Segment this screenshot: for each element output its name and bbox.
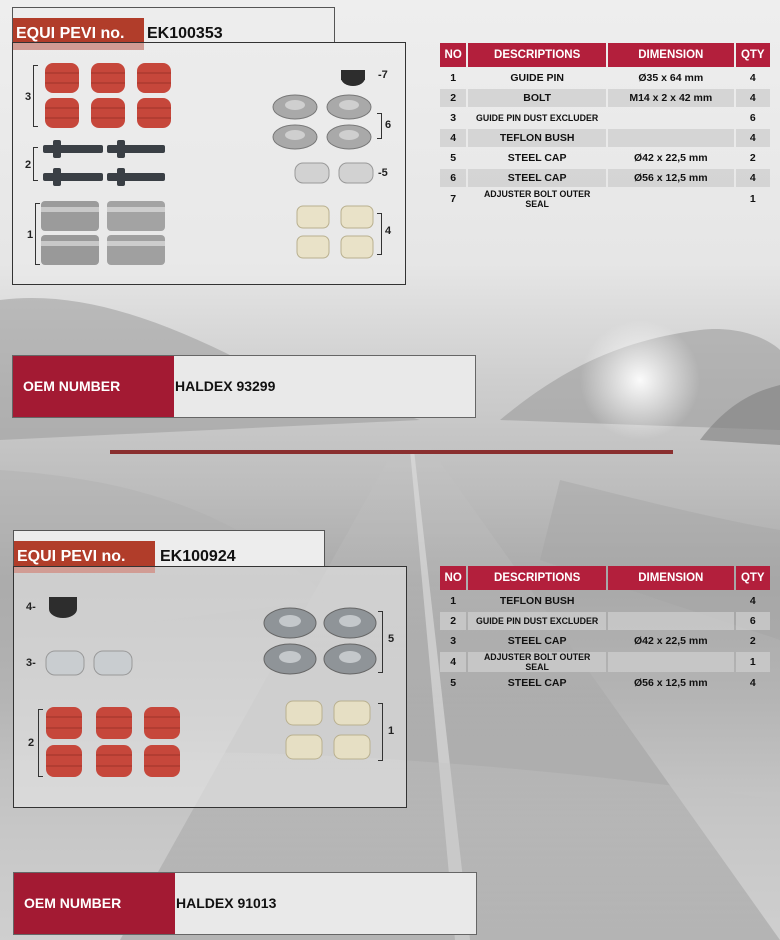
table-row: [440, 149, 770, 167]
cell-no: 2: [440, 612, 466, 630]
table-row: [440, 89, 770, 107]
cell-qty: 1: [736, 652, 770, 672]
cell-no: 6: [440, 169, 466, 187]
steel-cap-large-group: [264, 608, 376, 674]
cell-dimension: [608, 129, 734, 147]
cell-dimension: [608, 592, 734, 610]
cell-no: 4: [440, 129, 466, 147]
cell-description: STEEL CAP: [468, 169, 606, 187]
table-row: [440, 189, 770, 209]
cell-description: ADJUSTER BOLT OUTER SEAL: [468, 652, 606, 672]
col-no: NO: [440, 566, 466, 590]
table-row: [440, 169, 770, 187]
bolt-group: [43, 140, 165, 186]
kit2-label: EQUI PEVI no.: [14, 541, 155, 573]
table-row: [440, 129, 770, 147]
kit1-parts-image: [12, 42, 406, 285]
cell-dimension: Ø35 x 64 mm: [638, 72, 704, 84]
kit2-code: EK100924: [160, 548, 236, 565]
table-row: [440, 592, 770, 610]
table-row: [440, 632, 770, 650]
callout-2-bracket: [33, 147, 38, 181]
callout-1-bracket: [35, 203, 40, 265]
cell-no: 3: [450, 635, 457, 647]
callout-3: 3: [25, 91, 32, 103]
kit1-label: EQUI PEVI no.: [13, 18, 144, 50]
callout-4-bracket: [377, 213, 382, 255]
cell-description: TEFLON BUSH: [499, 595, 575, 607]
table-row: [440, 674, 770, 692]
kit2-oem-box: [13, 872, 477, 935]
col-descriptions: DESCRIPTIONS: [468, 566, 606, 590]
callout-1: 1: [27, 229, 34, 241]
cell-no: 1: [450, 72, 457, 84]
kit1-code: EK100353: [147, 25, 223, 42]
kit2-oem-value: HALDEX 91013: [176, 895, 277, 911]
col-qty: QTY: [736, 43, 770, 67]
cell-qty: 2: [749, 635, 756, 647]
cell-dimension: Ø56 x 12,5 mm: [608, 169, 734, 187]
kit2-oem-label: OEM NUMBER: [14, 873, 175, 934]
cell-qty: 1: [749, 193, 756, 205]
callout-5: -5: [378, 167, 388, 179]
cell-dimension: Ø42 x 22,5 mm: [634, 635, 708, 647]
steel-cap-small-group: [295, 163, 373, 183]
cell-qty: 6: [736, 612, 770, 630]
cell-qty: 4: [736, 129, 770, 147]
callout-6: 6: [385, 119, 392, 131]
outer-seal: [341, 70, 365, 86]
cell-qty: 4: [736, 89, 770, 107]
cell-no: 1: [450, 595, 457, 607]
kit2-parts-image: [13, 566, 407, 808]
teflon-bush-group: [286, 701, 370, 759]
callout-6-bracket: [377, 113, 382, 139]
cell-dimension: Ø56 x 12,5 mm: [634, 677, 708, 689]
kit2-spec-table: [438, 564, 772, 694]
cell-description: BOLT: [468, 89, 606, 107]
cell-dimension: [608, 189, 734, 209]
section-divider: [110, 450, 673, 454]
kit1-oem-box: [12, 355, 476, 418]
col-dimension: DIMENSION: [608, 43, 734, 67]
callout-2: 2: [25, 159, 32, 171]
cell-no: 5: [450, 152, 457, 164]
callout-4: 4-: [26, 601, 36, 613]
kit1-spec-table: [438, 41, 772, 211]
cell-qty: 4: [749, 72, 756, 84]
cell-no: 5: [450, 677, 457, 689]
cell-description: STEEL CAP: [507, 677, 567, 689]
cell-qty: 6: [749, 112, 756, 124]
cell-no: 2: [440, 89, 466, 107]
col-descriptions: DESCRIPTIONS: [468, 43, 606, 67]
cell-no: 4: [440, 652, 466, 672]
table-row: [440, 612, 770, 630]
callout-1-bracket: [378, 703, 383, 761]
steel-cap-large-group: [273, 95, 371, 149]
dust-excluder-group: [45, 63, 171, 128]
col-no: NO: [440, 43, 466, 67]
cell-description: STEEL CAP: [507, 635, 567, 647]
cell-description: GUIDE PIN DUST EXCLUDER: [468, 612, 606, 630]
callout-2: 2: [28, 737, 35, 749]
dust-excluder-group: [46, 707, 180, 777]
table-row: [440, 109, 770, 127]
cell-description: ADJUSTER BOLT OUTER SEAL: [483, 189, 591, 209]
callout-3: 3-: [26, 657, 36, 669]
table-row: [440, 69, 770, 87]
cell-description: STEEL CAP: [507, 152, 567, 164]
cell-qty: 4: [749, 677, 756, 689]
cell-description: GUIDE PIN: [510, 72, 564, 84]
cell-no: 7: [450, 193, 457, 205]
table-row: [440, 652, 770, 672]
cell-no: 3: [450, 112, 457, 124]
callout-7: -7: [378, 69, 388, 81]
callout-5: 5: [388, 633, 395, 645]
col-dimension: DIMENSION: [608, 566, 734, 590]
kit1-oem-value: HALDEX 93299: [175, 378, 276, 394]
cell-dimension: Ø42 x 22,5 mm: [634, 152, 708, 164]
cell-dimension: [608, 109, 734, 127]
steel-cap-small-group: [46, 651, 132, 675]
kit1-label-box: [12, 7, 335, 43]
callout-3-bracket: [33, 65, 38, 127]
callout-4: 4: [385, 225, 392, 237]
cell-description: TEFLON BUSH: [468, 129, 606, 147]
cell-qty: 4: [736, 169, 770, 187]
callout-2-bracket: [38, 709, 43, 777]
cell-dimension: [608, 652, 734, 672]
kit2-label-box: [13, 530, 325, 567]
cell-qty: 4: [749, 595, 756, 607]
callout-5-bracket: [378, 611, 383, 673]
cell-dimension: [608, 612, 734, 630]
cell-description: GUIDE PIN DUST EXCLUDER: [476, 113, 599, 123]
kit2-parts-drawing: [14, 567, 406, 807]
cell-dimension: M14 x 2 x 42 mm: [608, 89, 734, 107]
kit1-oem-label: OEM NUMBER: [13, 356, 174, 417]
col-qty: QTY: [736, 566, 770, 590]
guide-pin-group: [41, 201, 165, 265]
cell-qty: 2: [749, 152, 756, 164]
kit1-parts-drawing: [13, 43, 405, 284]
callout-1: 1: [388, 725, 395, 737]
teflon-bush-group: [297, 206, 373, 258]
outer-seal: [49, 597, 77, 618]
